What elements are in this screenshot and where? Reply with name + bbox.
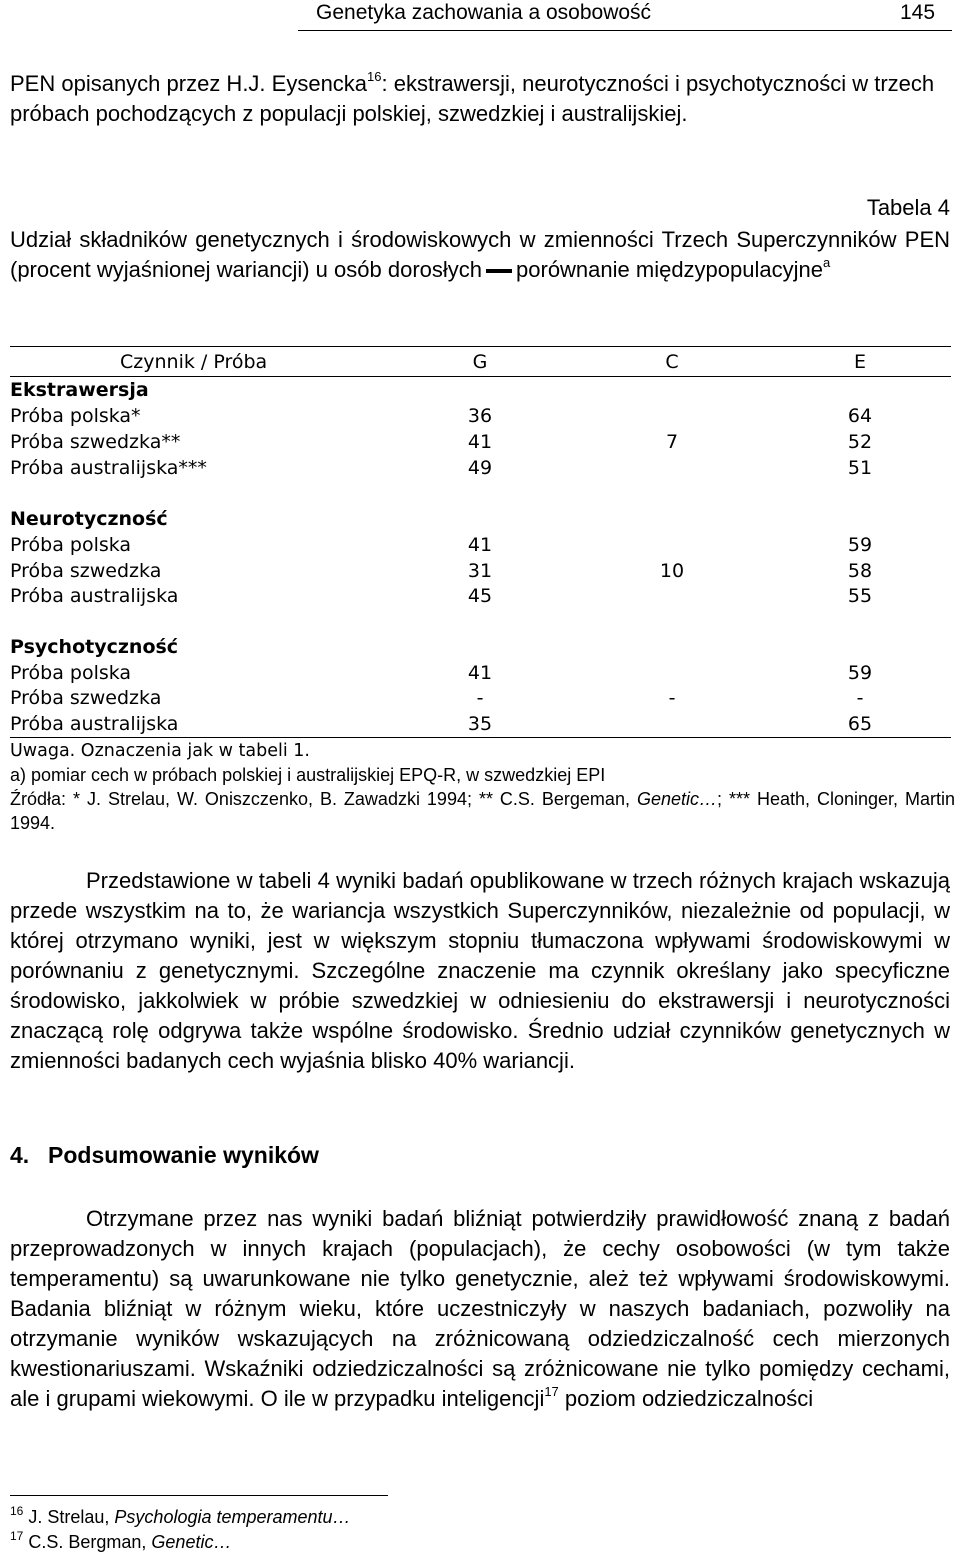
row-label: Próba szwedzka	[10, 560, 162, 582]
cell-g: 36	[467, 405, 493, 427]
footnote-number: 17	[10, 1529, 24, 1543]
cell-e: 52	[847, 431, 873, 453]
intro-text-after: : ekstrawersji, neurotyczności i psychotyczności w trzech próbach pochodzących z populacji polskiej, szwedzkiej i australijskiej.	[10, 71, 935, 126]
cell-e: 59	[847, 662, 873, 684]
cell-c: -	[668, 687, 676, 709]
table-header-row	[10, 349, 951, 375]
row-label: Próba szwedzka**	[10, 431, 181, 453]
running-title: Genetyka zachowania a osobowość	[316, 1, 652, 24]
cell-c: 7	[665, 431, 679, 453]
footnote-ref-17[interactable]: 17	[544, 1383, 559, 1399]
header-g: G	[472, 351, 488, 373]
section-name: Psychotyczność	[10, 636, 179, 658]
paragraph-results	[10, 866, 950, 1076]
cell-g: 41	[467, 662, 493, 684]
cell-g: 41	[467, 534, 493, 556]
table-row	[10, 685, 951, 711]
table-footnote-a: a) pomiar cech w próbach polskiej i australijskiej EPQ-R, w szwedzkiej EPI	[10, 765, 606, 785]
row-label: Próba polska	[10, 662, 132, 684]
cell-e: 65	[847, 713, 873, 735]
section-row	[10, 634, 951, 660]
sources-text-end: ; *** Heath, Cloninger, Martin 1994.	[10, 789, 955, 833]
table-row	[10, 558, 951, 584]
cell-e: -	[856, 687, 864, 709]
table-caption	[10, 225, 950, 285]
header-c: C	[665, 351, 679, 373]
table-sources	[10, 787, 955, 835]
cell-e: 64	[847, 405, 873, 427]
table-bottom-rule	[10, 737, 951, 738]
intro-text-before: PEN opisanych przez H.J. Eysencka	[10, 71, 368, 96]
section-row	[10, 377, 951, 403]
footnote-rule	[10, 1495, 388, 1496]
sources-italic: Genetic…	[636, 789, 717, 809]
section-name: Ekstrawersja	[10, 379, 149, 401]
section-heading	[10, 1142, 319, 1169]
cell-g: 31	[467, 560, 493, 582]
footnote-italic: Genetic…	[151, 1532, 232, 1552]
footnote-ref-16[interactable]: 16	[367, 68, 382, 84]
row-label: Próba australijska	[10, 585, 179, 607]
table-notes	[10, 739, 955, 835]
paragraph-text: Otrzymane przez nas wyniki badań bliźniąt potwierdziły prawidłowość znaną z badań przeprowadzonych w innych krajach (populacjach), że cechy osobowości (w tym także temperamentu) są uwarunkowane nie tylko genetycznie, ależ też wpływami środowiskowymi. Badania bliźniąt w różnym wieku, które uczestniczyły w naszych badaniach, pozwoliły na otrzymanie wyników wskazujących na zróżnicowaną odziedziczalność cech mierzonych kwestionariuszami. Wskaźniki odziedziczalności są zróżnicowane nie tylko pomiędzy cechami, ale i grupami wiekowymi. O ile w przypadku inteligencji	[10, 1206, 950, 1411]
cell-e: 59	[847, 534, 873, 556]
cell-e: 58	[847, 560, 873, 582]
footnote-text: J. Strelau,	[28, 1507, 115, 1527]
row-label: Próba australijska***	[10, 457, 207, 479]
table-row	[10, 403, 951, 429]
cell-g: -	[476, 687, 484, 709]
caption-sup: a	[822, 254, 831, 270]
caption-text: Udział składników genetycznych i środowiskowych w zmienności Trzech Superczynników PEN (procent wyjaśnionej wariancji) u osób dorosłych	[10, 227, 950, 282]
footnote-number: 16	[10, 1504, 24, 1518]
header-rule	[298, 30, 952, 31]
table-note: Uwaga. Oznaczenia jak w tabeli 1.	[10, 741, 310, 761]
sources-text: Źródła: * J. Strelau, W. Oniszczenko, B. Zawadzki 1994; ** C.S. Bergeman,	[10, 789, 637, 809]
section-title: Podsumowanie wyników	[48, 1142, 319, 1168]
table-label: Tabela 4	[866, 195, 950, 220]
page-number: 145	[900, 1, 936, 24]
paragraph-summary	[10, 1204, 950, 1414]
cell-g: 41	[467, 431, 493, 453]
footnote-text: C.S. Bergman,	[28, 1532, 152, 1552]
row-label: Próba szwedzka	[10, 687, 162, 709]
footnote-16	[10, 1506, 351, 1528]
table-row	[10, 455, 951, 481]
intro-paragraph	[10, 69, 950, 129]
row-label: Próba polska*	[10, 405, 141, 427]
row-label: Próba australijska	[10, 713, 179, 735]
table-row	[10, 429, 951, 455]
cell-g: 35	[467, 713, 493, 735]
paragraph-text: Przedstawione w tabeli 4 wyniki badań opublikowane w trzech różnych krajach wskazują przede wszystkim na to, że wariancja wszystkich Superczynników, niezależnie od populacji, w której otrzymano wyniki, jest w większym stopniu tłumaczona wpływami środowiskowymi w porównaniu z genetycznymi. Szczególne znaczenie ma czynnik określany jako specyficzne środowisko, jakkolwiek w próbie szwedzkiej w odniesieniu do ekstrawersji i neurotyczności znaczącą rolę odgrywa także wspólne środowisko. Średnio udział czynników genetycznych w zmienności badanych cech wyjaśnia blisko 40% wariancji.	[10, 868, 950, 1073]
table-row	[10, 660, 951, 686]
running-header	[0, 0, 960, 30]
cell-g: 49	[467, 457, 493, 479]
caption-dash	[486, 269, 512, 273]
paragraph-text-end: poziom odziedziczalności	[558, 1386, 814, 1411]
section-name: Neurotyczność	[10, 508, 168, 530]
table-row	[10, 583, 951, 609]
footnote-17	[10, 1531, 231, 1553]
row-label: Próba polska	[10, 534, 132, 556]
caption-text-2: porównanie międzypopulacyjne	[516, 257, 823, 282]
footnote-italic: Psychologia temperamentu…	[114, 1507, 351, 1527]
cell-g: 45	[467, 585, 493, 607]
cell-e: 51	[847, 457, 873, 479]
header-factor: Czynnik / Próba	[120, 351, 268, 373]
section-row	[10, 506, 951, 532]
table-row	[10, 532, 951, 558]
cell-e: 55	[847, 585, 873, 607]
table-row	[10, 711, 951, 737]
table-top-rule	[10, 346, 951, 347]
header-e: E	[853, 351, 866, 373]
section-number: 4.	[10, 1142, 30, 1168]
cell-c: 10	[659, 560, 685, 582]
